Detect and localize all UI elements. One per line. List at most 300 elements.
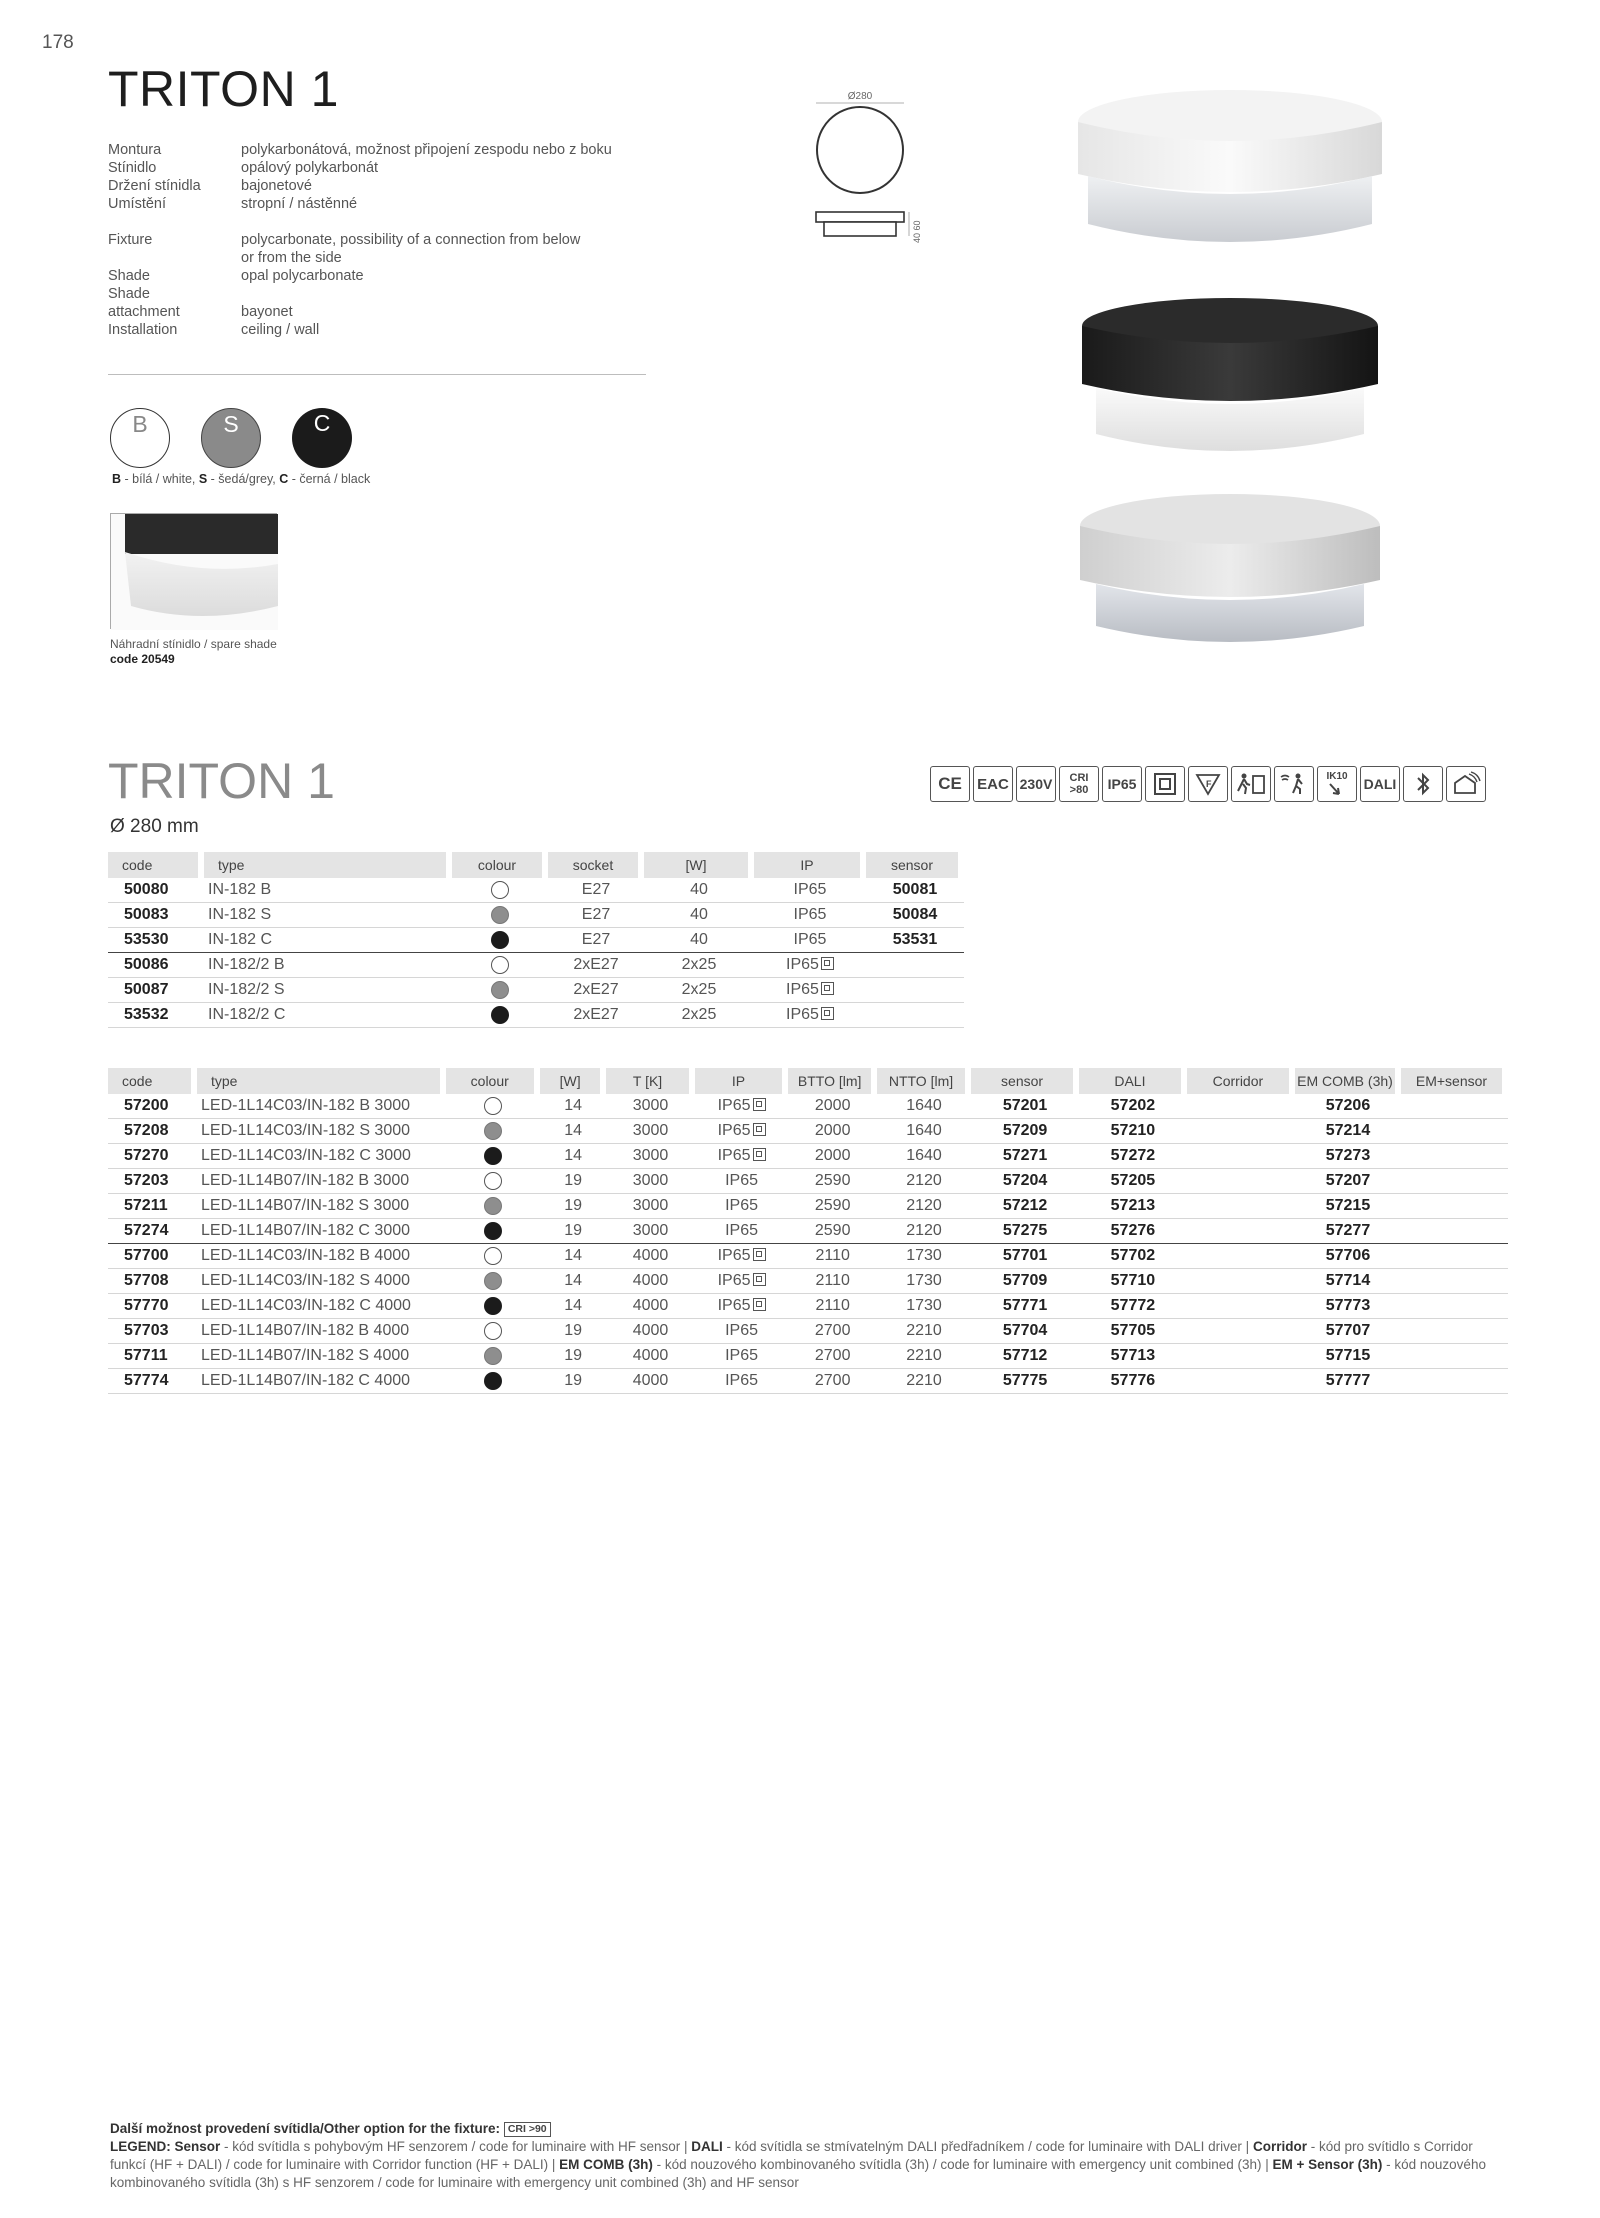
- class-ii-icon: [753, 1098, 766, 1111]
- ip-cell: [754, 878, 866, 903]
- spec-value: stropní / nástěnné: [241, 196, 358, 212]
- colour-cell: [452, 878, 548, 903]
- ip-value: IP65: [717, 1147, 751, 1164]
- bluetooth-icon: [1403, 766, 1443, 802]
- em-comb-cell: 57706: [1295, 1244, 1401, 1269]
- height-label: 40 60: [912, 220, 922, 243]
- ip-value: IP65: [725, 1172, 758, 1189]
- ip-value: IP65: [717, 1122, 751, 1139]
- ip-cell: [695, 1219, 789, 1244]
- colour-cell: [446, 1369, 540, 1394]
- em-comb-cell: 57207: [1295, 1169, 1401, 1194]
- temperature-cell: 4000: [606, 1294, 694, 1319]
- em-sensor-cell: [1401, 1294, 1508, 1319]
- sensor-cell: 50084: [866, 903, 964, 928]
- btto-cell: 2700: [788, 1369, 876, 1394]
- table-row: [108, 1244, 1508, 1269]
- table-row: [108, 1169, 1508, 1194]
- corridor-cell: [1187, 1269, 1295, 1294]
- ik10-icon: IK10: [1317, 766, 1357, 802]
- ip-cell: [754, 978, 866, 1003]
- wattage-cell: 19: [540, 1169, 607, 1194]
- spec-key: Installation: [108, 322, 178, 338]
- spec-key: Umístění: [108, 196, 167, 212]
- sensor-cell: 57712: [971, 1344, 1079, 1369]
- product-photo-grey: [1060, 486, 1400, 662]
- table-row: [108, 1269, 1508, 1294]
- colour-cell: [452, 1003, 548, 1028]
- column-header: T [K]: [606, 1068, 694, 1094]
- em-comb-cell: 57273: [1295, 1144, 1401, 1169]
- swatch-white: [110, 408, 170, 468]
- temperature-cell: 4000: [606, 1319, 694, 1344]
- spec-value: bayonet: [241, 304, 293, 320]
- socket-cell: 2xE27: [548, 953, 644, 978]
- colour-dot-black: [484, 1372, 502, 1390]
- sensor-cell: 57201: [971, 1094, 1079, 1119]
- diameter-label: Ø 280 mm: [110, 816, 199, 837]
- corridor-cell: [1187, 1144, 1295, 1169]
- type-cell: LED-1L14B07/IN-182 B 3000: [197, 1169, 446, 1194]
- corridor-cell: [1187, 1094, 1295, 1119]
- ip-value: IP65: [786, 981, 819, 998]
- corridor-icon: [1446, 766, 1486, 802]
- em-sensor-cell: [1401, 1219, 1508, 1244]
- column-header: IP: [754, 852, 866, 878]
- table-row: [108, 1219, 1508, 1244]
- colour-cell: [446, 1094, 540, 1119]
- type-cell: LED-1L14C03/IN-182 B 4000: [197, 1244, 446, 1269]
- spec-value: polycarbonate, possibility of a connection from below: [241, 232, 581, 248]
- table-row: [108, 1319, 1508, 1344]
- type-cell: LED-1L14B07/IN-182 S 3000: [197, 1194, 446, 1219]
- type-cell: LED-1L14B07/IN-182 S 4000: [197, 1344, 446, 1369]
- column-header: type: [204, 852, 452, 878]
- ntto-cell: 2120: [877, 1219, 971, 1244]
- ip-cell: [695, 1094, 789, 1119]
- table-row: [108, 878, 964, 903]
- em-sensor-cell: [1401, 1119, 1508, 1144]
- em-sensor-cell: [1401, 1269, 1508, 1294]
- ntto-cell: 1730: [877, 1269, 971, 1294]
- type-cell: IN-182/2 C: [204, 1003, 452, 1028]
- temperature-cell: 4000: [606, 1244, 694, 1269]
- temperature-cell: 3000: [606, 1194, 694, 1219]
- dali-cell: 57202: [1079, 1094, 1187, 1119]
- column-header: sensor: [866, 852, 964, 878]
- ip-value: IP65: [717, 1297, 751, 1314]
- spec-row: [108, 231, 661, 249]
- column-header: colour: [446, 1068, 540, 1094]
- ntto-cell: 2120: [877, 1194, 971, 1219]
- colour-dot-grey: [484, 1122, 502, 1140]
- dali-icon: DALI: [1360, 766, 1400, 802]
- spec-row: [108, 249, 661, 267]
- sensor-cell: 57775: [971, 1369, 1079, 1394]
- cri-icon: CRI >80: [1059, 766, 1099, 802]
- ip-value: IP65: [725, 1347, 758, 1364]
- ntto-cell: 2210: [877, 1344, 971, 1369]
- temperature-cell: 3000: [606, 1219, 694, 1244]
- temperature-cell: 3000: [606, 1094, 694, 1119]
- btto-cell: 2110: [788, 1294, 876, 1319]
- btto-cell: 2700: [788, 1319, 876, 1344]
- column-header: EM COMB (3h): [1295, 1068, 1401, 1094]
- code-cell: 57200: [108, 1094, 197, 1119]
- sensor-cell: 57204: [971, 1169, 1079, 1194]
- wattage-cell: 14: [540, 1244, 607, 1269]
- em-sensor-cell: [1401, 1144, 1508, 1169]
- table-row: [108, 1294, 1508, 1319]
- dali-cell: 57272: [1079, 1144, 1187, 1169]
- table-row: [108, 1119, 1508, 1144]
- colour-dot-white: [491, 956, 509, 974]
- corridor-cell: [1187, 1294, 1295, 1319]
- sensor-motion-icon: [1274, 766, 1314, 802]
- table-row: [108, 928, 964, 953]
- column-header: EM+sensor: [1401, 1068, 1508, 1094]
- column-header: code: [108, 852, 204, 878]
- sensor-cell: [866, 953, 964, 978]
- btto-cell: 2590: [788, 1194, 876, 1219]
- temperature-cell: 4000: [606, 1344, 694, 1369]
- em-comb-cell: 57206: [1295, 1094, 1401, 1119]
- type-cell: LED-1L14B07/IN-182 C 3000: [197, 1219, 446, 1244]
- code-cell: 57270: [108, 1144, 197, 1169]
- socket-cell: 2xE27: [548, 1003, 644, 1028]
- ntto-cell: 2210: [877, 1369, 971, 1394]
- colour-cell: [446, 1244, 540, 1269]
- table-row: [108, 1094, 1508, 1119]
- specs-block: [108, 141, 661, 339]
- table-row: [108, 978, 964, 1003]
- table-row: [108, 1003, 964, 1028]
- sensor-cell: 57701: [971, 1244, 1079, 1269]
- em-sensor-cell: [1401, 1244, 1508, 1269]
- certification-icons: [930, 766, 1486, 802]
- spec-row: [108, 177, 661, 195]
- type-cell: IN-182 S: [204, 903, 452, 928]
- spec-value: polykarbonátová, možnost připojení zespodu nebo z boku: [241, 142, 612, 158]
- colour-cell: [446, 1194, 540, 1219]
- page-number: 178: [42, 32, 74, 53]
- wattage-cell: 2x25: [644, 1003, 754, 1028]
- ce-icon: CE: [930, 766, 970, 802]
- dali-cell: 57710: [1079, 1269, 1187, 1294]
- socket-cell: E27: [548, 903, 644, 928]
- socket-cell: E27: [548, 878, 644, 903]
- class-ii-icon: [753, 1298, 766, 1311]
- code-cell: 57711: [108, 1344, 197, 1369]
- spec-row: [108, 321, 661, 339]
- btto-cell: 2110: [788, 1244, 876, 1269]
- colour-cell: [446, 1319, 540, 1344]
- column-header: IP: [695, 1068, 789, 1094]
- class-ii-icon: [821, 1007, 834, 1020]
- column-header: [W]: [644, 852, 754, 878]
- wattage-cell: 19: [540, 1219, 607, 1244]
- class-ii-icon: [753, 1123, 766, 1136]
- btto-cell: 2590: [788, 1219, 876, 1244]
- wattage-cell: 14: [540, 1094, 607, 1119]
- ip-value: IP65: [725, 1372, 758, 1389]
- code-cell: 53530: [108, 928, 204, 953]
- product-table-basic: [108, 852, 964, 1028]
- wattage-cell: 14: [540, 1294, 607, 1319]
- sensor-cell: [866, 978, 964, 1003]
- diameter-label: Ø280: [847, 91, 873, 102]
- colour-swatches: [110, 408, 352, 468]
- ip-cell: [695, 1169, 789, 1194]
- colour-cell: [452, 953, 548, 978]
- wattage-cell: 14: [540, 1269, 607, 1294]
- spec-value: or from the side: [241, 250, 342, 266]
- colour-cell: [452, 928, 548, 953]
- colour-dot-grey: [491, 906, 509, 924]
- emergency-exit-icon: [1231, 766, 1271, 802]
- swatch-black: [292, 408, 352, 468]
- wattage-cell: 40: [644, 928, 754, 953]
- section-title: TRITON 1: [108, 753, 335, 809]
- class-ii-icon: [753, 1148, 766, 1161]
- legend: Další možnost provedení svítidla/Other option for the fixture: CRI >90 LEGEND: Sensor - kód svítidla s pohybovým HF senzorem / code for luminaire with HF sensor | DALI - kód svítidla se stmívatelným DALI předřadníkem / code for luminaire with DALI driver | Corridor - kód pro svítidlo s Corridor funkcí (HF + DALI) / code for luminaire with Corridor function (HF + DALI) | EM COMB (3h) - kód nouzového kombinovaného svítidla (3h) / code for luminaire with emergency unit combined (3h) | EM + Sensor (3h) - kód nouzového kombinovaného svítidla (3h) s HF senzorem / code for luminaire with emergency unit combined (3h) and HF sensor: [110, 2121, 1486, 2190]
- corridor-cell: [1187, 1244, 1295, 1269]
- em-sensor-cell: [1401, 1344, 1508, 1369]
- product-photo-white: [1060, 84, 1400, 260]
- divider: [108, 374, 646, 375]
- colour-dot-grey: [484, 1272, 502, 1290]
- ntto-cell: 1640: [877, 1144, 971, 1169]
- em-comb-cell: 57715: [1295, 1344, 1401, 1369]
- voltage-230v-icon: 230V: [1016, 766, 1056, 802]
- ip-value: IP65: [793, 906, 827, 923]
- btto-cell: 2110: [788, 1269, 876, 1294]
- ip-cell: [695, 1244, 789, 1269]
- spec-value: opal polycarbonate: [241, 268, 364, 284]
- colour-dot-black: [484, 1222, 502, 1240]
- em-comb-cell: 57707: [1295, 1319, 1401, 1344]
- colour-dot-white: [484, 1322, 502, 1340]
- spec-row: [108, 195, 661, 213]
- type-cell: LED-1L14B07/IN-182 B 4000: [197, 1319, 446, 1344]
- ip-cell: [695, 1319, 789, 1344]
- sensor-cell: 53531: [866, 928, 964, 953]
- em-comb-cell: 57277: [1295, 1219, 1401, 1244]
- corridor-cell: [1187, 1319, 1295, 1344]
- table-row: [108, 1144, 1508, 1169]
- code-cell: 50083: [108, 903, 204, 928]
- class-ii-icon: [821, 982, 834, 995]
- btto-cell: 2000: [788, 1119, 876, 1144]
- technical-drawing: [810, 88, 920, 248]
- btto-cell: 2700: [788, 1344, 876, 1369]
- type-cell: IN-182 C: [204, 928, 452, 953]
- class-ii-icon: [821, 957, 834, 970]
- spec-key: Shade: [108, 286, 150, 302]
- em-sensor-cell: [1401, 1319, 1508, 1344]
- corridor-cell: [1187, 1219, 1295, 1244]
- colour-dot-black: [491, 1006, 509, 1024]
- column-header: Corridor: [1187, 1068, 1295, 1094]
- em-sensor-cell: [1401, 1094, 1508, 1119]
- em-comb-cell: 57714: [1295, 1269, 1401, 1294]
- code-cell: 50086: [108, 953, 204, 978]
- column-header: socket: [548, 852, 644, 878]
- dali-cell: 57776: [1079, 1369, 1187, 1394]
- btto-cell: 2000: [788, 1144, 876, 1169]
- spec-value: ceiling / wall: [241, 322, 320, 338]
- spec-key: Držení stínidla: [108, 178, 201, 194]
- column-header: code: [108, 1068, 197, 1094]
- spec-key: attachment: [108, 304, 180, 320]
- column-header: sensor: [971, 1068, 1079, 1094]
- type-cell: IN-182/2 B: [204, 953, 452, 978]
- svg-text:F: F: [1206, 779, 1212, 789]
- wattage-cell: 2x25: [644, 953, 754, 978]
- em-comb-cell: 57215: [1295, 1194, 1401, 1219]
- sensor-cell: 57209: [971, 1119, 1079, 1144]
- code-cell: 57708: [108, 1269, 197, 1294]
- ntto-cell: 1640: [877, 1119, 971, 1144]
- f-mark-icon: [1188, 766, 1228, 802]
- code-cell: 57703: [108, 1319, 197, 1344]
- dali-cell: 57205: [1079, 1169, 1187, 1194]
- code-cell: 53532: [108, 1003, 204, 1028]
- code-cell: 50080: [108, 878, 204, 903]
- eac-icon: EAC: [973, 766, 1013, 802]
- spec-value: bajonetové: [241, 178, 312, 194]
- em-sensor-cell: [1401, 1369, 1508, 1394]
- socket-cell: E27: [548, 928, 644, 953]
- dali-cell: 57213: [1079, 1194, 1187, 1219]
- colour-dot-black: [491, 931, 509, 949]
- colour-dot-black: [484, 1297, 502, 1315]
- corridor-cell: [1187, 1369, 1295, 1394]
- colour-cell: [446, 1219, 540, 1244]
- ip-cell: [754, 1003, 866, 1028]
- ip-value: IP65: [717, 1272, 751, 1289]
- temperature-cell: 4000: [606, 1269, 694, 1294]
- product-photo-black: [1060, 296, 1400, 472]
- colour-cell: [446, 1294, 540, 1319]
- type-cell: IN-182/2 S: [204, 978, 452, 1003]
- sensor-cell: 57704: [971, 1319, 1079, 1344]
- ntto-cell: 2210: [877, 1319, 971, 1344]
- sensor-cell: [866, 1003, 964, 1028]
- table-row: [108, 903, 964, 928]
- code-cell: 57211: [108, 1194, 197, 1219]
- class-ii-icon: [753, 1248, 766, 1261]
- colour-cell: [452, 978, 548, 1003]
- colour-dot-white: [484, 1097, 502, 1115]
- ntto-cell: 1730: [877, 1294, 971, 1319]
- ip-cell: [695, 1344, 789, 1369]
- ip-cell: [695, 1269, 789, 1294]
- column-header: NTTO [lm]: [877, 1068, 971, 1094]
- column-header: [W]: [540, 1068, 607, 1094]
- class-ii-icon: [1145, 766, 1185, 802]
- type-cell: LED-1L14C03/IN-182 C 4000: [197, 1294, 446, 1319]
- spec-key: Montura: [108, 142, 162, 158]
- dali-cell: 57713: [1079, 1344, 1187, 1369]
- code-cell: 50087: [108, 978, 204, 1003]
- table-row: [108, 1344, 1508, 1369]
- dali-cell: 57705: [1079, 1319, 1187, 1344]
- dali-cell: 57210: [1079, 1119, 1187, 1144]
- spec-row: [108, 159, 661, 177]
- temperature-cell: 4000: [606, 1369, 694, 1394]
- ip-value: IP65: [725, 1197, 758, 1214]
- spec-row: [108, 141, 661, 159]
- temperature-cell: 3000: [606, 1144, 694, 1169]
- corridor-cell: [1187, 1194, 1295, 1219]
- wattage-cell: 14: [540, 1144, 607, 1169]
- colour-cell: [446, 1269, 540, 1294]
- type-cell: LED-1L14B07/IN-182 C 4000: [197, 1369, 446, 1394]
- em-comb-cell: 57214: [1295, 1119, 1401, 1144]
- table-row: [108, 1194, 1508, 1219]
- colour-cell: [446, 1119, 540, 1144]
- wattage-cell: 2x25: [644, 978, 754, 1003]
- type-cell: LED-1L14C03/IN-182 S 3000: [197, 1119, 446, 1144]
- wattage-cell: 14: [540, 1119, 607, 1144]
- wattage-cell: 40: [644, 878, 754, 903]
- em-sensor-cell: [1401, 1169, 1508, 1194]
- temperature-cell: 3000: [606, 1119, 694, 1144]
- colour-cell: [446, 1169, 540, 1194]
- type-cell: IN-182 B: [204, 878, 452, 903]
- spec-row: [108, 267, 661, 285]
- code-cell: 57774: [108, 1369, 197, 1394]
- ip-value: IP65: [793, 931, 827, 948]
- colour-dot-black: [484, 1147, 502, 1165]
- swatch-label: C: [313, 410, 331, 436]
- table-row: [108, 1369, 1508, 1394]
- btto-cell: 2590: [788, 1169, 876, 1194]
- corridor-cell: [1187, 1169, 1295, 1194]
- ntto-cell: 1640: [877, 1094, 971, 1119]
- btto-cell: 2000: [788, 1094, 876, 1119]
- ip-value: IP65: [725, 1322, 758, 1339]
- column-header: BTTO [lm]: [788, 1068, 876, 1094]
- swatch-label: S: [223, 411, 239, 437]
- dali-cell: 57772: [1079, 1294, 1187, 1319]
- spec-key: Stínidlo: [108, 160, 157, 176]
- sensor-cell: 57709: [971, 1269, 1079, 1294]
- dali-cell: 57276: [1079, 1219, 1187, 1244]
- ip-cell: [754, 903, 866, 928]
- type-cell: LED-1L14C03/IN-182 C 3000: [197, 1144, 446, 1169]
- sensor-cell: 57275: [971, 1219, 1079, 1244]
- swatch-grey: [201, 408, 261, 468]
- ip-cell: [695, 1119, 789, 1144]
- em-comb-cell: 57773: [1295, 1294, 1401, 1319]
- ip-value: IP65: [786, 1006, 819, 1023]
- spec-value: opálový polykarbonát: [241, 160, 379, 176]
- ip-value: IP65: [793, 881, 827, 898]
- type-cell: LED-1L14C03/IN-182 S 4000: [197, 1269, 446, 1294]
- ntto-cell: 2120: [877, 1169, 971, 1194]
- sensor-cell: 57271: [971, 1144, 1079, 1169]
- type-cell: LED-1L14C03/IN-182 B 3000: [197, 1094, 446, 1119]
- ip-value: IP65: [717, 1247, 751, 1264]
- ip-cell: [695, 1369, 789, 1394]
- wattage-cell: 19: [540, 1194, 607, 1219]
- swatch-label: B: [132, 411, 148, 437]
- code-cell: 57208: [108, 1119, 197, 1144]
- socket-cell: 2xE27: [548, 978, 644, 1003]
- colour-dot-grey: [484, 1347, 502, 1365]
